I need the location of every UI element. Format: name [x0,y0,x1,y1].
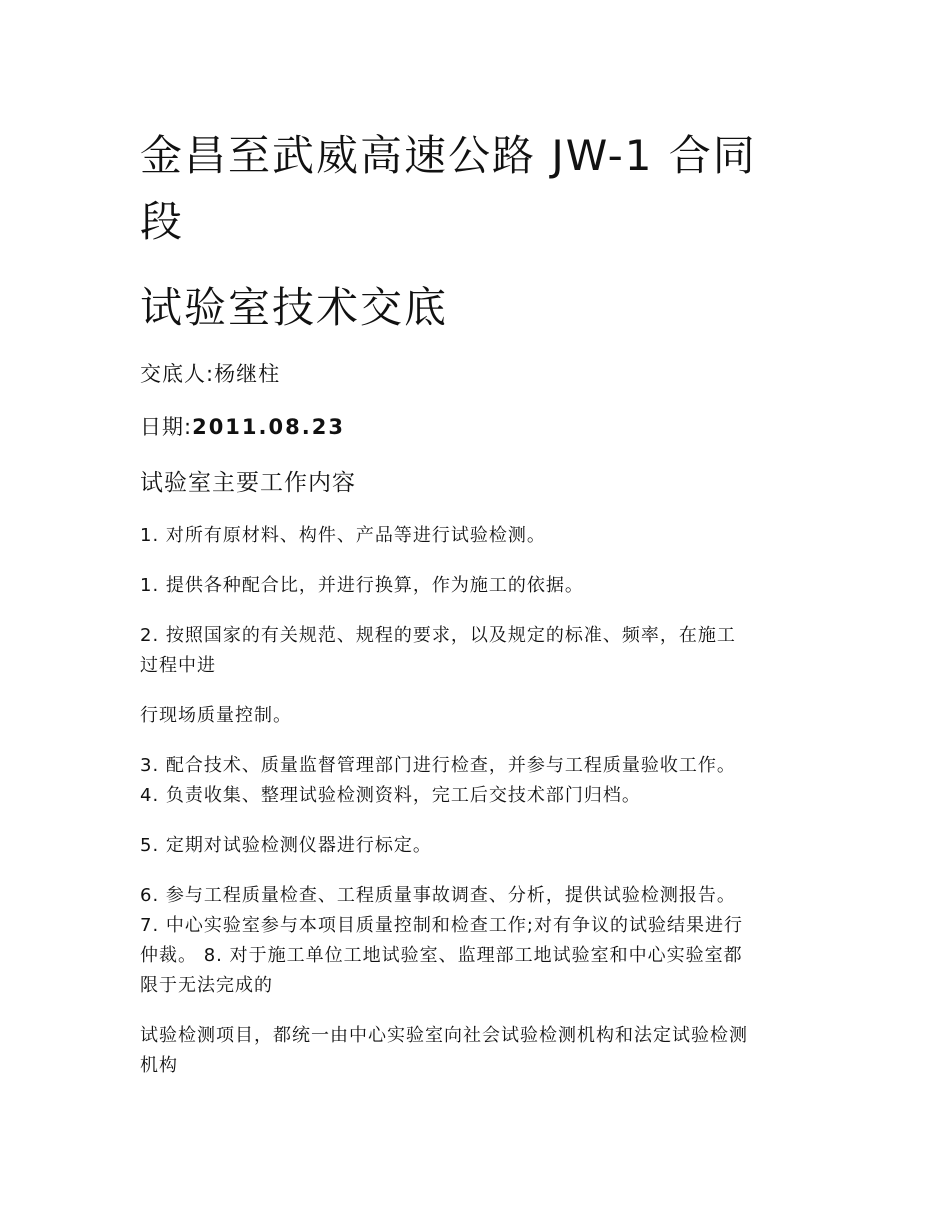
body-line: 2. 按照国家的有关规范、规程的要求，以及规定的标准、频率，在施工 [140,625,736,646]
document-subtitle: 试验室技术交底 [140,283,449,332]
body-line: 7. 中心实验室参与本项目质量控制和检查工作;对有争议的试验结果进行 [140,915,743,936]
presenter-label: 交底人: [140,362,215,386]
body-line: 5. 定期对试验检测仪器进行标定。 [140,835,432,856]
section-heading: 试验室主要工作内容 [140,470,356,496]
date-value: 2011.08.23 [192,415,345,439]
body-line: 试验检测项目，都统一由中心实验室向社会试验检测机构和法定试验检测 [140,1025,748,1046]
body-line: 过程中进 [140,655,216,676]
body-line: 4. 负责收集、整理试验检测资料，完工后交技术部门归档。 [140,785,641,806]
body-line: 1. 提供各种配合比，并进行换算，作为施工的依据。 [140,575,584,596]
body-line: 1. 对所有原材料、构件、产品等进行试验检测。 [140,525,546,546]
body-line: 限于无法完成的 [140,975,273,996]
date-line [140,413,345,441]
document-title-line-2: 段 [140,197,185,246]
document-title-line-1: 金昌至武威高速公路 JW-1 合同 [140,131,757,180]
date-label: 日期: [140,415,193,439]
body-line: 行现场质量控制。 [140,705,292,726]
presenter-name: 杨继柱 [214,362,281,386]
body-line: 6. 参与工程质量检查、工程质量事故调查、分析，提供试验检测报告。 [140,885,736,906]
presenter-line [140,360,280,388]
body-line: 机构 [140,1055,178,1076]
body-line: 3. 配合技术、质量监督管理部门进行检查，并参与工程质量验收工作。 [140,755,736,776]
body-line: 仲裁。 8. 对于施工单位工地试验室、监理部工地试验室和中心实验室都 [140,945,743,966]
